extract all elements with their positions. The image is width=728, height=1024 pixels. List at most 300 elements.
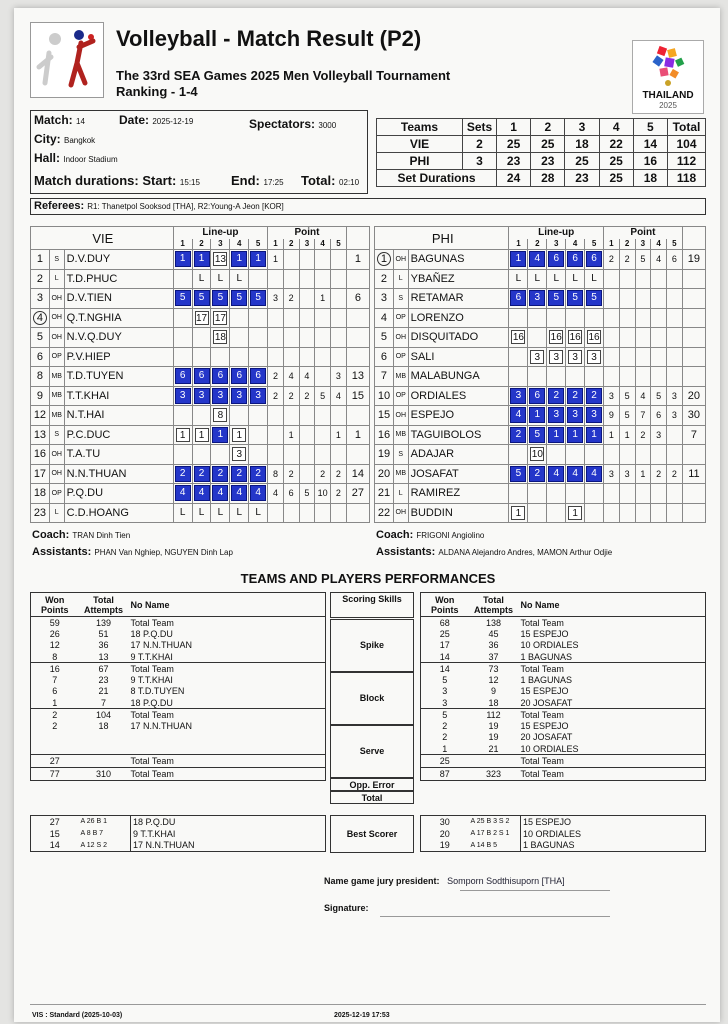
lineup-position: 3 (568, 408, 582, 422)
best-scorer-row (31, 816, 326, 828)
player-position: OH (393, 503, 408, 523)
end-time: 17:25 (263, 178, 284, 187)
number-value: 8 (36, 370, 43, 383)
phi-lineup-table (374, 226, 706, 523)
number-value: 19 (377, 448, 391, 461)
total-attempts: 323 (469, 768, 519, 781)
player-or-team: 1 BAGUNAS (519, 651, 706, 663)
lineup-position: 4 (587, 467, 601, 481)
lineup-position: L (179, 506, 186, 518)
point-cell: 1 (635, 464, 651, 484)
best-scorer-label: Best Scorer (330, 815, 414, 853)
point-cell (667, 347, 683, 367)
lineup-cell (192, 289, 211, 309)
player-number (375, 347, 394, 367)
set-number: 1 (173, 239, 192, 250)
player-or-team: 10 ORDIALES (520, 640, 579, 651)
col-set3: 3 (565, 119, 599, 136)
point-cell: 2 (268, 386, 284, 406)
lineup-cell (173, 484, 192, 504)
lineup-cell (192, 347, 211, 367)
lineup-cell (509, 464, 528, 484)
ranking-label: Ranking - 1-4 (116, 84, 198, 99)
page-title: Volleyball - Match Result (P2) (116, 26, 422, 51)
player-position: OP (393, 347, 408, 367)
point-cell (619, 484, 635, 504)
player-number (31, 250, 50, 270)
lineup-cell (566, 425, 585, 445)
number-value: 4 (33, 311, 47, 325)
tournament-subtitle: The 33rd SEA Games 2025 Men Volleyball Tournament (116, 68, 451, 83)
point-cell: 5 (651, 386, 667, 406)
point-cell: 2 (651, 464, 667, 484)
scorer-breakdown: A 14 B 5 (469, 840, 521, 852)
player-row (375, 445, 706, 465)
player-name: Q.T.NGHIA (64, 308, 173, 328)
lineup-position: 6 (213, 369, 227, 383)
lineup-cell (173, 289, 192, 309)
match-date: 2025-12-19 (152, 117, 194, 126)
lineup-cell (173, 425, 192, 445)
player-row (375, 503, 706, 523)
performance-row (31, 697, 326, 709)
player-name: T.A.TU (64, 445, 173, 465)
player-total (346, 347, 369, 367)
won-points: 87 (421, 768, 469, 781)
won-points: 5 (442, 674, 448, 685)
performance-row (31, 720, 326, 732)
lineup-position: 5 (176, 291, 190, 305)
player-position: MB (49, 367, 64, 387)
lineup-cell (528, 347, 547, 367)
lineup-cell (230, 347, 249, 367)
point-cell (619, 347, 635, 367)
point-cell (635, 308, 651, 328)
performance-row (421, 640, 706, 652)
lineup-cell (192, 484, 211, 504)
performance-row (31, 743, 326, 755)
lineup-position: 2 (176, 467, 190, 481)
performance-row (421, 709, 706, 721)
lineup-position: 6 (568, 252, 582, 266)
point-cell: 3 (604, 386, 620, 406)
point-cell (619, 328, 635, 348)
player-total (346, 503, 369, 523)
lineup-cell (173, 328, 192, 348)
point-cell (299, 289, 315, 309)
player-position: S (49, 250, 64, 270)
player-position: L (393, 269, 408, 289)
col-set2: 2 (531, 119, 565, 136)
point-cell (331, 308, 347, 328)
cell: 112 (668, 153, 706, 170)
lineup-cell (528, 289, 547, 309)
point-cell (299, 250, 315, 270)
lineup-position: L (515, 272, 522, 284)
point-cell (651, 289, 667, 309)
point-cell (283, 269, 299, 289)
point-cell (651, 445, 667, 465)
point-cell: 2 (283, 464, 299, 484)
performance-row (421, 697, 706, 709)
col-sets: Sets (463, 119, 497, 136)
lineup-cell (585, 250, 604, 270)
point-cell (299, 308, 315, 328)
referees-row (30, 198, 706, 215)
lineup-position: 3 (568, 350, 582, 364)
cell: 25 (599, 170, 633, 187)
player-name: T.T.KHAI (64, 386, 173, 406)
lineup-position: 17 (214, 312, 226, 324)
lineup-position: 1 (511, 252, 525, 266)
player-row (31, 425, 370, 445)
lineup-position: 16 (512, 332, 524, 344)
point-cell (604, 328, 620, 348)
set-durations-label: Set Durations (377, 170, 497, 187)
player-total (346, 308, 369, 328)
player-position: OP (393, 386, 408, 406)
lineup-cell (509, 308, 528, 328)
player-number (31, 308, 50, 328)
lineup-position: 4 (549, 467, 563, 481)
point-cell (299, 328, 315, 348)
city-label: City: (34, 132, 61, 146)
point-cell: 3 (667, 406, 683, 426)
total-attempts-header: Total Attempts (469, 593, 519, 617)
lineup-cell (547, 386, 566, 406)
player-name: D.V.TIEN (64, 289, 173, 309)
lineup-cell (566, 484, 585, 504)
lineup-position: 6 (176, 369, 190, 383)
point-cell: 3 (604, 464, 620, 484)
won-points: 12 (49, 640, 60, 651)
player-total: 27 (346, 484, 369, 504)
player-row (31, 464, 370, 484)
point-cell (283, 328, 299, 348)
point-cell: 2 (331, 464, 347, 484)
player-total: 13 (346, 367, 369, 387)
number-value: 3 (380, 292, 388, 305)
player-name: YBAÑEZ (408, 269, 509, 289)
player-name: C.D.HOANG (64, 503, 173, 523)
player-name: TAGUIBOLOS (408, 425, 509, 445)
lineup-cell (566, 289, 585, 309)
point-cell (315, 425, 331, 445)
total-attempts: 7 (79, 697, 129, 709)
performance-title: TEAMS AND PLAYERS PERFORMANCES (240, 571, 496, 586)
lineup-cell (509, 367, 528, 387)
point-cell (315, 269, 331, 289)
set-number: 2 (619, 239, 635, 250)
lineup-cell (192, 406, 211, 426)
player-total (682, 347, 705, 367)
set-number: 4 (315, 239, 331, 250)
lineup-cell (566, 503, 585, 523)
point-cell (268, 308, 284, 328)
set-number: 5 (585, 239, 604, 250)
cell: 23 (497, 153, 531, 170)
set-number: 1 (509, 239, 528, 250)
set-number: 4 (651, 239, 667, 250)
point-cell (331, 347, 347, 367)
player-or-team (129, 743, 326, 755)
lineup-cell (566, 347, 585, 367)
lineup-cell (230, 464, 249, 484)
point-cell: 4 (268, 484, 284, 504)
lineup-cell (173, 250, 192, 270)
player-or-team: 9 T.T.KHAI (129, 651, 326, 663)
referees-label: Referees: (34, 200, 85, 212)
number-value: 16 (377, 428, 391, 441)
lineup-cell (566, 367, 585, 387)
vie-assistants (32, 546, 233, 558)
cell: 25 (565, 153, 599, 170)
lineup-position: 4 (213, 486, 227, 500)
point-cell (299, 464, 315, 484)
won-points: 26 (49, 628, 60, 639)
player-total: 6 (346, 289, 369, 309)
lineup-cell (585, 328, 604, 348)
number-value: 6 (36, 350, 43, 363)
set-number: 4 (566, 239, 585, 250)
performance-row (421, 617, 706, 629)
lineup-position: 4 (568, 467, 582, 481)
player-or-team: Total Team (130, 663, 174, 674)
player-number (375, 445, 394, 465)
number-value: 7 (380, 370, 388, 383)
lineup-cell (230, 367, 249, 387)
lineup-position: 3 (251, 389, 265, 403)
lineup-position: 5 (232, 291, 246, 305)
total-attempts (469, 755, 519, 768)
lineup-cell (528, 328, 547, 348)
lineup-position: 2 (587, 389, 601, 403)
scorer-name: 10 ORDIALES (523, 828, 582, 839)
scorer-points: 19 (439, 840, 450, 851)
won-points (31, 743, 79, 755)
player-or-team: 1 BAGUNAS (520, 674, 573, 685)
won-points: 68 (439, 617, 450, 628)
performance-row (31, 686, 326, 698)
player-position: OH (393, 250, 408, 270)
lineup-cell (249, 386, 268, 406)
total-row (421, 768, 706, 781)
player-position: OP (393, 308, 408, 328)
player-name: N.V.Q.DUY (64, 328, 173, 348)
lineup-cell (192, 464, 211, 484)
lineup-position: 1 (176, 428, 190, 442)
lineup-cell (173, 367, 192, 387)
lineup-cell (230, 484, 249, 504)
lineup-cell (566, 464, 585, 484)
lineup-position: 3 (530, 291, 544, 305)
player-position: S (393, 289, 408, 309)
player-position: MB (49, 386, 64, 406)
lineup-cell (528, 464, 547, 484)
lineup-cell (173, 269, 192, 289)
lineup-cell (509, 347, 528, 367)
lineup-position: 4 (251, 486, 265, 500)
player-row (375, 484, 706, 504)
lineup-position: 3 (549, 350, 563, 364)
won-points: 8 (31, 651, 79, 663)
sets-row-phi (377, 153, 706, 170)
player-row (375, 386, 706, 406)
player-or-team: 17 N.N.THUAN (130, 720, 193, 731)
player-total: 30 (682, 406, 705, 426)
player-row (375, 425, 706, 445)
lineup-position: 3 (511, 389, 525, 403)
player-number (31, 269, 50, 289)
won-points: 27 (31, 755, 79, 768)
total-attempts: 138 (485, 617, 502, 628)
lineup-cell (528, 367, 547, 387)
lineup-cell (211, 386, 230, 406)
lineup-position: 6 (232, 369, 246, 383)
lineup-cell (566, 406, 585, 426)
player-number (375, 367, 394, 387)
lineup-cell (249, 445, 268, 465)
player-total (346, 269, 369, 289)
point-cell (331, 503, 347, 523)
player-row (375, 250, 706, 270)
lineup-position: 2 (213, 467, 227, 481)
player-name: D.V.DUY (64, 250, 173, 270)
point-cell (635, 289, 651, 309)
player-number (31, 445, 50, 465)
total-attempts: 310 (79, 768, 129, 781)
lineup-cell (509, 328, 528, 348)
point-cell (635, 367, 651, 387)
player-row (31, 347, 370, 367)
team-name: PHI (375, 227, 509, 250)
point-cell: 3 (619, 464, 635, 484)
point-cell: 2 (283, 386, 299, 406)
cell: VIE (377, 136, 463, 153)
logo-year: 2025 (659, 101, 677, 110)
player-row (31, 367, 370, 387)
lineup-position: 2 (530, 467, 544, 481)
best-scorer-row (31, 840, 326, 852)
lineup-cell (249, 250, 268, 270)
player-position: MB (49, 406, 64, 426)
date-label: Date: (119, 113, 150, 127)
lineup-cell (211, 289, 230, 309)
lineup-position: 1 (176, 252, 190, 266)
performance-row (31, 617, 326, 629)
cell: 22 (599, 136, 633, 153)
scorer-points: 15 (49, 828, 60, 839)
lineup-cell (192, 386, 211, 406)
skill-spike: Spike (330, 619, 414, 672)
set-number: 3 (547, 239, 566, 250)
player-total: 19 (682, 250, 705, 270)
player-name: N.N.THUAN (64, 464, 173, 484)
won-points-header: Won Points (31, 593, 79, 617)
point-cell (268, 503, 284, 523)
sets-score-table (376, 118, 706, 187)
phi-best-scorer-table (420, 815, 706, 852)
lineup-position: 2 (568, 389, 582, 403)
lineup-position: 18 (214, 332, 226, 344)
point-cell (268, 328, 284, 348)
total-attempts (79, 732, 129, 744)
point-cell (604, 503, 620, 523)
point-cell (283, 406, 299, 426)
point-cell (331, 250, 347, 270)
sea-games-emblem-icon (638, 43, 698, 89)
set-number: 1 (604, 239, 620, 250)
won-points: 14 (421, 651, 469, 663)
lineup-header-row (375, 227, 706, 239)
lineup-position: 5 (530, 428, 544, 442)
lineup-cell (230, 386, 249, 406)
number-value: 21 (377, 487, 391, 500)
number-value: 3 (36, 292, 43, 305)
phi-coach (376, 529, 484, 541)
point-cell (299, 445, 315, 465)
lineup-cell (249, 328, 268, 348)
lineup-cell (528, 250, 547, 270)
player-total: 11 (682, 464, 705, 484)
player-total (346, 328, 369, 348)
scorer-points: 20 (439, 828, 450, 839)
player-name: N.T.HAI (64, 406, 173, 426)
performance-row (31, 628, 326, 640)
player-position: OH (393, 406, 408, 426)
point-header: Point (604, 227, 683, 239)
lineup-cell (173, 406, 192, 426)
lineup-cell (230, 406, 249, 426)
won-points: 25 (439, 628, 450, 639)
player-name: JOSAFAT (408, 464, 509, 484)
lineup-header: Line-up (173, 227, 267, 239)
coach-label: Coach: (376, 529, 414, 541)
total-label: Total (330, 791, 414, 804)
lineup-cell (509, 484, 528, 504)
player-position: OH (49, 445, 64, 465)
lineup-cell (230, 445, 249, 465)
start-time: 15:15 (179, 178, 200, 187)
lineup-position: L (236, 506, 243, 518)
lineup-cell (249, 503, 268, 523)
set-number: 4 (230, 239, 249, 250)
lineup-cell (249, 464, 268, 484)
total-header (682, 227, 705, 250)
player-name: SALI (408, 347, 509, 367)
spectators-count: 3000 (318, 121, 337, 130)
lineup-cell (211, 464, 230, 484)
player-row (31, 269, 370, 289)
won-points: 7 (52, 674, 58, 685)
lineup-cell (585, 347, 604, 367)
point-cell (651, 347, 667, 367)
point-cell (283, 308, 299, 328)
player-name: BAGUNAS (408, 250, 509, 270)
cell: 3 (463, 153, 497, 170)
lineup-cell (173, 386, 192, 406)
lineup-header: Line-up (509, 227, 604, 239)
point-cell (651, 308, 667, 328)
point-cell (667, 503, 683, 523)
won-points: 77 (31, 768, 79, 781)
lineup-position: 1 (511, 506, 525, 520)
player-number (375, 328, 394, 348)
lineup-cell (192, 425, 211, 445)
lineup-position: 1 (587, 428, 601, 442)
lineup-position: L (553, 272, 560, 284)
point-cell (619, 269, 635, 289)
